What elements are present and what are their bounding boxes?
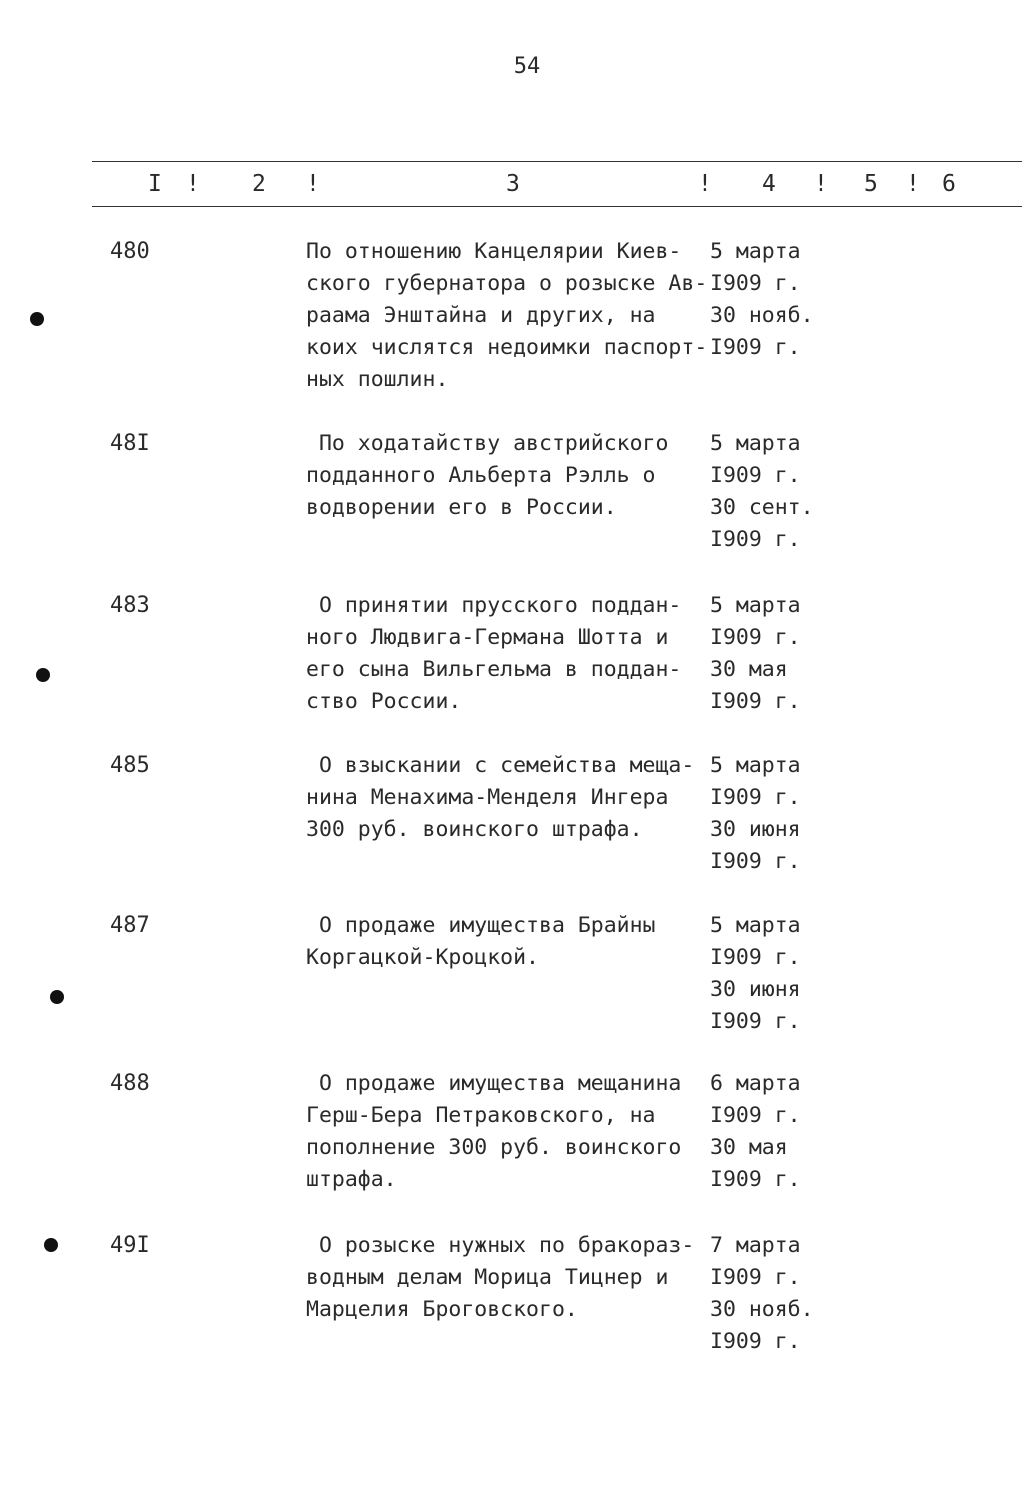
title-line: По ходатайству австрийского [306,431,669,456]
entry-title [306,236,706,396]
date-line: 5 марта [710,239,801,264]
header-separator: ! [906,171,920,197]
punch-hole [44,1238,58,1252]
entry-dates [710,910,830,1038]
date-line: 30 сент. [710,495,814,520]
title-line: О принятии прусского поддан- [306,593,682,618]
title-line: Герш-Бера Петраковского, на [306,1103,656,1128]
title-line: раама Энштайна и других, на [306,303,656,328]
date-line: I909 г. [710,1167,801,1192]
entry-number: 488 [110,1071,150,1096]
title-line: коих числятся недоимки паспорт- [306,335,708,360]
date-line: 5 марта [710,913,801,938]
archive-entry [0,590,1024,730]
title-line: О продаже имущества Брайны [306,913,656,938]
title-line: водным делам Морица Тицнер и [306,1265,669,1290]
title-line: ного Людвига-Германа Шотта и [306,625,669,650]
title-line: Коргацкой-Кроцкой. [306,945,539,970]
date-line: I909 г. [710,849,801,874]
entry-title [306,750,706,846]
entry-number: 483 [110,593,150,618]
table-header-top-rule [92,161,1022,162]
date-line: 5 марта [710,753,801,778]
header-separator: ! [698,171,712,197]
header-col-1: I [148,171,162,197]
page-number: 54 [513,54,541,79]
archive-entry [0,750,1024,890]
title-line: 300 руб. воинского штрафа. [306,817,643,842]
header-col-4: 4 [762,171,776,197]
header-separator: ! [814,171,828,197]
punch-hole [30,312,44,326]
entry-number: 49I [110,1233,150,1258]
header-col-5: 5 [864,171,878,197]
date-line: 30 мая [710,657,788,682]
entry-title [306,590,706,718]
entry-dates [710,750,830,878]
date-line: 5 марта [710,431,801,456]
entry-dates [710,590,830,718]
entry-dates [710,1068,830,1196]
date-line: I909 г. [710,625,801,650]
date-line: I909 г. [710,945,801,970]
title-line: О продаже имущества мещанина [306,1071,682,1096]
header-col-3: 3 [506,171,520,197]
table-header-bottom-rule [92,206,1022,207]
date-line: I909 г. [710,785,801,810]
archive-entry [0,1230,1024,1370]
entry-title [306,1230,706,1326]
header-col-6: 6 [942,171,956,197]
date-line: I909 г. [710,1329,801,1354]
header-separator: ! [186,171,200,197]
date-line: I909 г. [710,1265,801,1290]
date-line: I909 г. [710,463,801,488]
date-line: I909 г. [710,335,801,360]
title-line: его сына Вильгельма в поддан- [306,657,682,682]
title-line: По отношению Канцелярии Киев- [306,239,682,264]
title-line: ство России. [306,689,462,714]
entry-number: 485 [110,753,150,778]
archive-entry [0,236,1024,392]
title-line: водворении его в России. [306,495,617,520]
title-line: ных пошлин. [306,367,449,392]
date-line: 30 июня [710,977,801,1002]
punch-hole [36,668,50,682]
header-col-2: 2 [252,171,266,197]
entry-dates [710,1230,830,1358]
entry-dates [710,428,830,556]
date-line: 7 марта [710,1233,801,1258]
date-line: I909 г. [710,689,801,714]
entry-number: 480 [110,239,150,264]
archive-entry [0,910,1024,1050]
title-line: О розыске нужных по бракораз- [306,1233,695,1258]
archive-entry [0,1068,1024,1208]
entry-title [306,1068,706,1196]
date-line: I909 г. [710,527,801,552]
entry-title [306,910,706,974]
entry-title [306,428,706,524]
title-line: пополнение 300 руб. воинского [306,1135,682,1160]
title-line: ского губернатора о розыске Ав- [306,271,708,296]
date-line: 30 мая [710,1135,788,1160]
header-separator: ! [306,171,320,197]
punch-hole [50,990,64,1004]
title-line: подданного Альберта Рэлль о [306,463,656,488]
title-line: О взыскании с семейства меща- [306,753,695,778]
archive-entry [0,428,1024,568]
date-line: I909 г. [710,1103,801,1128]
date-line: I909 г. [710,271,801,296]
entry-number: 48I [110,431,150,456]
entry-dates [710,236,830,364]
date-line: 30 нояб. [710,303,814,328]
date-line: 30 нояб. [710,1297,814,1322]
title-line: Марцелия Броговского. [306,1297,578,1322]
date-line: 5 марта [710,593,801,618]
entry-number: 487 [110,913,150,938]
date-line: 30 июня [710,817,801,842]
title-line: нина Менахима-Менделя Ингера [306,785,669,810]
date-line: I909 г. [710,1009,801,1034]
date-line: 6 марта [710,1071,801,1096]
title-line: штрафа. [306,1167,397,1192]
